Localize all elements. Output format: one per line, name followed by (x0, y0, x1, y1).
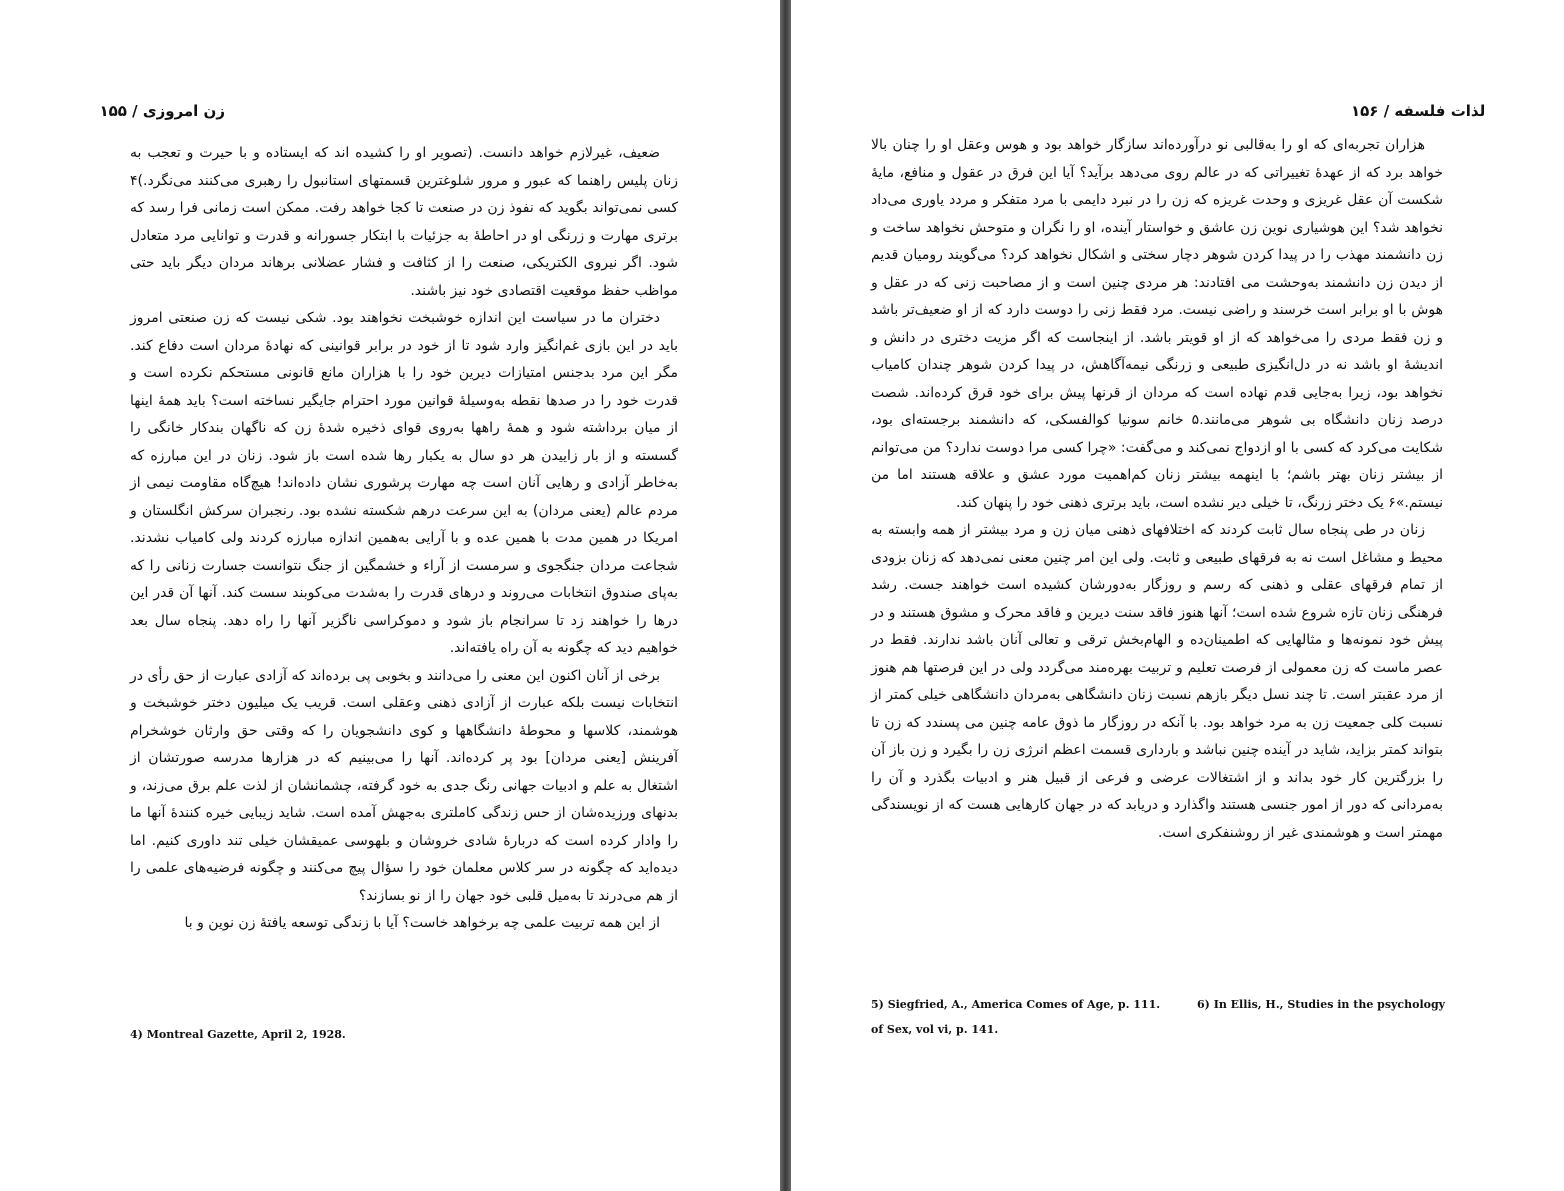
paragraph: از این همه تربیت علمی چه برخواهد خاست؟ آیا با زندگی توسعه یافتهٔ زن نوین و با (184, 915, 660, 931)
right-page (791, 0, 1564, 1191)
paragraph: ضعیف، غیرلازم خواهد دانست. (تصویر او را کشیده اند که ایستاده و با حیرت و تعجب به زنان پلیس راهنما که عبور و مرور شلوغترین قسمتهای استانبول را رهبری می‌کنند می‌نگرد.)۴ کسی نمی‌تواند بگوید که نفوذ زن در صنعت تا کجا خواهد رفت. ممکن است زمانی فرا رسد که برتری مهارت و زرنگی او در احاطهٔ به جزئیات با ابتکار جسورانه و قدرت و توانایی مرد متعادل شود. اگر نیروی الکتریکی، صنعت را از کثافت و فشار عضلانی برهاند مردان دیگر باید حتی مواظب حفظ موقعیت اقتصادی خود نیز باشند. (130, 145, 678, 299)
paragraph: دختران ما در سیاست این اندازه خوشبخت نخواهند بود. شکی نیست که زن صنعتی امروز باید در این بازی غم‌انگیز وارد شود تا از خود در برابر قوانینی که نهادهٔ مردان است دفاع کند. مگر این مرد بدجنس امتیازات دیرین خود را با هزاران مانع قانونی مستحکم نکرده است و قدرت خود را در صدها نقطه به‌وسیلهٔ قوانین مورد احترام جایگیر نساخته است؟ باید همهٔ اینها از میان برداشته شود و همهٔ راهها به‌روی قوای ذخیره شدهٔ زن که ناگهان بندکار خانگی را گسسته و از بار زاییدن هر دو سال به یکبار رها شده است باز شود. زنان در این مبارزه که به‌خاطر آزادی و رهایی آنان است چه مهارت پرشوری نشان داده‌اند! هیچ‌گاه مقاومت نیمی از مردم عالم (یعنی مردان) به این سرعت درهم شکسته نشده بود. رنجبران سرکش انگلستان و امریکا در همین مدت با همین عده و با آرایی به‌همین اندازه مبارزه کردند ولی کامیاب نشدند. شجاعت مردان جنگجوی و سرمست از آراء و خشمگین از جنگ نتوانست جسارت زنانی را که به‌پای صندوق انتخابات می‌روند و درهای قدرت را به‌شدت می‌کوبند سست کند. آنها آن قدر این درها را خواهند زد تا سرانجام باز شود و دموکراسی ناگزیر آنها را راه دهد. پنجاه سال بعد خواهیم دید که چگونه به آن راه یافته‌اند. (130, 310, 678, 656)
paragraph: برخی از آنان اکنون این معنی را می‌دانند و بخوبی پی برده‌اند که آزادی عبارت از حق رأی در انتخابات نیست بلکه عبارت از آزادی ذهنی وعقلی است. قریب یک میلیون دختر خوشبخت و هوشمند، کلاسها و محوطهٔ دانشگاهها و کوی دانشجویان را که وقتی حق وارثان خوشخرام آفرینش [یعنی مردان] بود پر کرده‌اند. آنها را می‌بینیم که در هزارها مدرسه صورتشان از اشتغال به علم و ادبیات جهانی رنگ جدی به خود گرفته، چشمانشان از لذت علم برق می‌زند، و بدنهای ورزیده‌شان از حس زندگی کاملتری به‌جهش آمده است. شاید زیبایی خیره کنندهٔ آنها ما را وادار کرده است که دربارهٔ شادی خروشان و بلهوسی عمیقشان خیلی تند داوری کنیم. اما دیده‌اید که چگونه در سر کلاس معلمان خود را سؤال پیچ می‌کنند و چگونه فرضیه‌های علمی را از هم می‌درند تا به‌میل قلبی خود جهان را از نو بسازند؟ (130, 667, 678, 904)
book-gutter (780, 0, 791, 1191)
footnote: 5) Siegfried, A., America Comes of Age, p. 111. (871, 998, 1161, 1011)
body-text (130, 140, 678, 938)
body-text (871, 132, 1443, 847)
running-head: زن امروزی / ۱۵۵ (99, 102, 225, 120)
footnote: 4) Montreal Gazette, April 2, 1928. (130, 1028, 346, 1041)
footnote: of Sex, vol vi, p. 141. (871, 1023, 999, 1036)
running-head: ۱۵۶ / لذات فلسفه (1351, 102, 1486, 120)
footnote: 6) In Ellis, H., Studies in the psychology (1197, 998, 1446, 1011)
paragraph: هزاران تجربه‌ای که او را به‌قالبی نو درآورده‌اند سازگار خواهد بود و هوس وعقل او را چنان بالا خواهد برد که از عهدهٔ تغییراتی که در عالم روی می‌دهد برآید؟ آیا این فرق در عقول و منافع، مایهٔ شکست آن عقل غریزی و وحدت غریزه که زن را در نبرد دایمی با مرد متفکر و مردد یاوری می‌داد نخواهد شد؟ این هوشیاری نوین زن عاشق و خواستار آینده، او را نگران و متوحش نخواهد ساخت و زن دانشمند مهذب را در پیدا کردن شوهر دچار سختی و اشکال نخواهد کرد؟ می‌گویند رومیان قدیم از دیدن زن دانشمند به‌وحشت می افتادند: هر مردی چنین است و از مصاحبت زنی که در عقل و هوش با او برابر است خرسند و راضی نیست. مرد فقط زنی را دوست دارد که از او ضعیف‌تر باشد و زن فقط مردی را می‌خواهد که از او قویتر باشد. از اینجاست که اگر مزیت دختری در دانش و اندیشهٔ او باشد نه در دل‌انگیزی طبیعی و زرنگی نیمه‌آگاهش، در پیدا کردن شوهر چندان کامیاب نخواهد بود، زیرا به‌جایی قدم نهاده است که مردان از قرنها پیش برای خود قرق کرده‌اند. شصت درصد زنان دانشگاه بی شوهر می‌مانند.۵ خانم سونیا کوالفسکی، که دانشمند برجسته‌ای بود، شکایت می‌کرد که کسی با او ازدواج نمی‌کند و می‌گفت: «چرا کسی مرا دوست ندارد؟ من می‌توانم از بیشتر زنان بهتر باشم؛ با اینهمه بیشتر زنان کم‌اهمیت مورد عشق و علاقه هستند اما من نیستم.»۶ یک دختر زرنگ، تا خیلی دیر نشده است، باید برتری ذهنی خود را پنهان کند. (871, 137, 1443, 511)
left-page (0, 0, 780, 1191)
paragraph: زنان در طی پنجاه سال ثابت کردند که اختلافهای ذهنی میان زن و مرد بیشتر از همه وابسته به محیط و مشاغل است نه به فرقهای طبیعی و ثابت. ولی این امر چنین معنی نمی‌دهد که زنان بزودی از تمام فرقهای عقلی و ذهنی که رسم و روزگار به‌دورشان کشیده است خواهند جست. رشد فرهنگی زنان تازه شروع شده است؛ آنها هنوز فاقد سنت دیرین و فاقد محرک و مشوق هستند و در پیش خود نمونه‌ها و مثالهایی که اطمینان‌ده و الهام‌بخش ترقی و تعالی آنان باشد ندارند. فقط در عصر ماست که زن معمولی از فرصت تعلیم و تربیت بهره‌مند می‌گردد ولی در این فرصتها هم هنوز از مرد عقبتر است. تا چند نسل دیگر بازهم نسبت زنان دانشگاهی به‌مردان دانشگاهی خیلی کمتر از نسبت کلی جمعیت زن به مرد خواهد بود. با آنکه در روزگار ما ذوق عامه چنین می پسندد که زن تا بتواند کمتر بزاید، شاید در آینده چنین نباشد و بارداری قسمت اعظم انرژی زن را بگیرد و زن باز آن را بزرگترین کار خود بداند و از اشتغالات عرضی و فرعی از قبیل هنر و ادبیات بگذرد و آن را به‌مردانی که دور از امور جنسی هستند واگذارد و دریابد که در جهان کارهایی هست که از نویسندگی مهمتر است و هوشمندی غیر از روشنفکری است. (871, 522, 1443, 841)
